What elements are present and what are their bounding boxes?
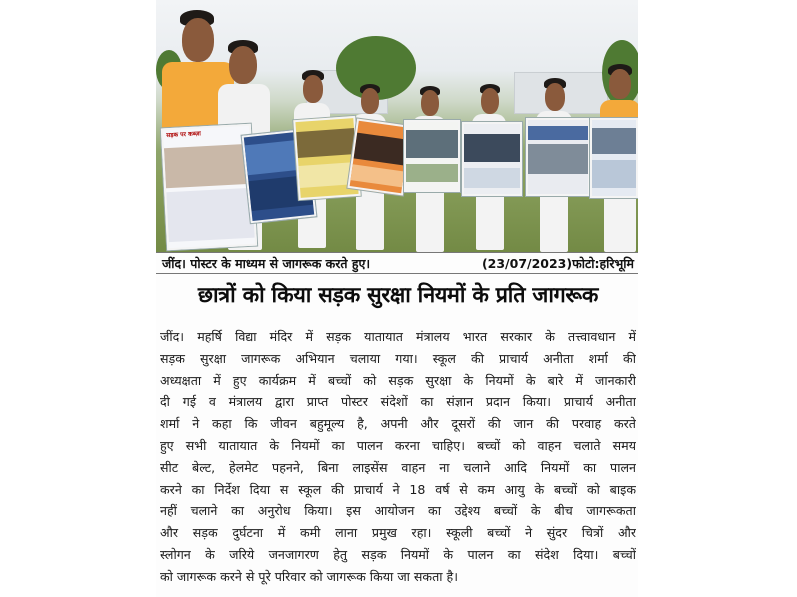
poster [526, 118, 590, 196]
body-line: अध्यक्षता में हुए कार्यक्रम में बच्चों को सड़क सुरक्षा के नियमों के बारे में जानकारी [160, 372, 636, 388]
body-line: नहीं चलाने का अनुरोध किया। इस आयोजन का उद्देश्य बच्चों के बीच जागरूकता [160, 503, 636, 519]
body-line: स्लोगन के जरिये जनजागरण हेतु सड़क नियमों के पालन का संदेश दिया। बच्चों [160, 546, 636, 562]
poster [462, 122, 522, 196]
poster [590, 118, 638, 198]
poster [404, 120, 460, 192]
news-clipping [156, 0, 638, 597]
poster [347, 118, 412, 195]
article-headline: छात्रों को किया सड़क सुरक्षा नियमों के प्रति जागरूक [197, 283, 599, 308]
body-line: जींद। महर्षि विद्या मंदिर में सड़क यातायात मंत्रालय भारत सरकार के तत्त्वावधान में [160, 329, 636, 344]
poster-text: सड़क पर कब्ज़ा [166, 130, 202, 140]
photo-caption [156, 252, 638, 274]
body-line: हुए सभी यातायात के नियमों का पालन करना चाहिए। बच्चों को वाहन चलाते समय [160, 437, 636, 453]
news-photo [156, 0, 638, 252]
caption-text: जींद। पोस्टर के माध्यम से जागरूक करते हुए। [162, 256, 371, 271]
caption-credit: (23/07/2023)फोटो:हरिभूमि [481, 256, 634, 271]
body-line: करने का निर्देश दिया स स्कूल की प्राचार्य ने 18 वर्ष से कम आयु के बच्चों को बाइक [160, 481, 636, 497]
body-line: को जागरूक करने से पूरे परिवार को जागरूक किया जा सकता है। [160, 568, 459, 584]
body-line: सीट बेल्ट, हेलमेट पहनने, बिना लाइसेंस वाहन ना चलाने आदि नियमों का पालन [160, 459, 636, 475]
body-line: सड़क सुरक्षा जागरूक अभियान चलाया गया। स्कूल की प्राचार्य अनीता शर्मा की [160, 350, 636, 366]
article-body [160, 326, 636, 588]
body-line: और सड़क दुर्घटना में कमी लाना प्रमुख रहा। स्कूली बच्चों ने सुंदर चित्रों और [160, 525, 636, 541]
body-line: शर्मा ने कहा कि जीवन बहुमूल्य है, अपनी और दूसरों की जान की परवाह करते [160, 416, 636, 432]
body-line: दी गई व मंत्रालय द्वारा प्राप्त पोस्टर संदेशों का संज्ञान प्रदान किया। प्राचार्य अनीता [160, 394, 636, 410]
